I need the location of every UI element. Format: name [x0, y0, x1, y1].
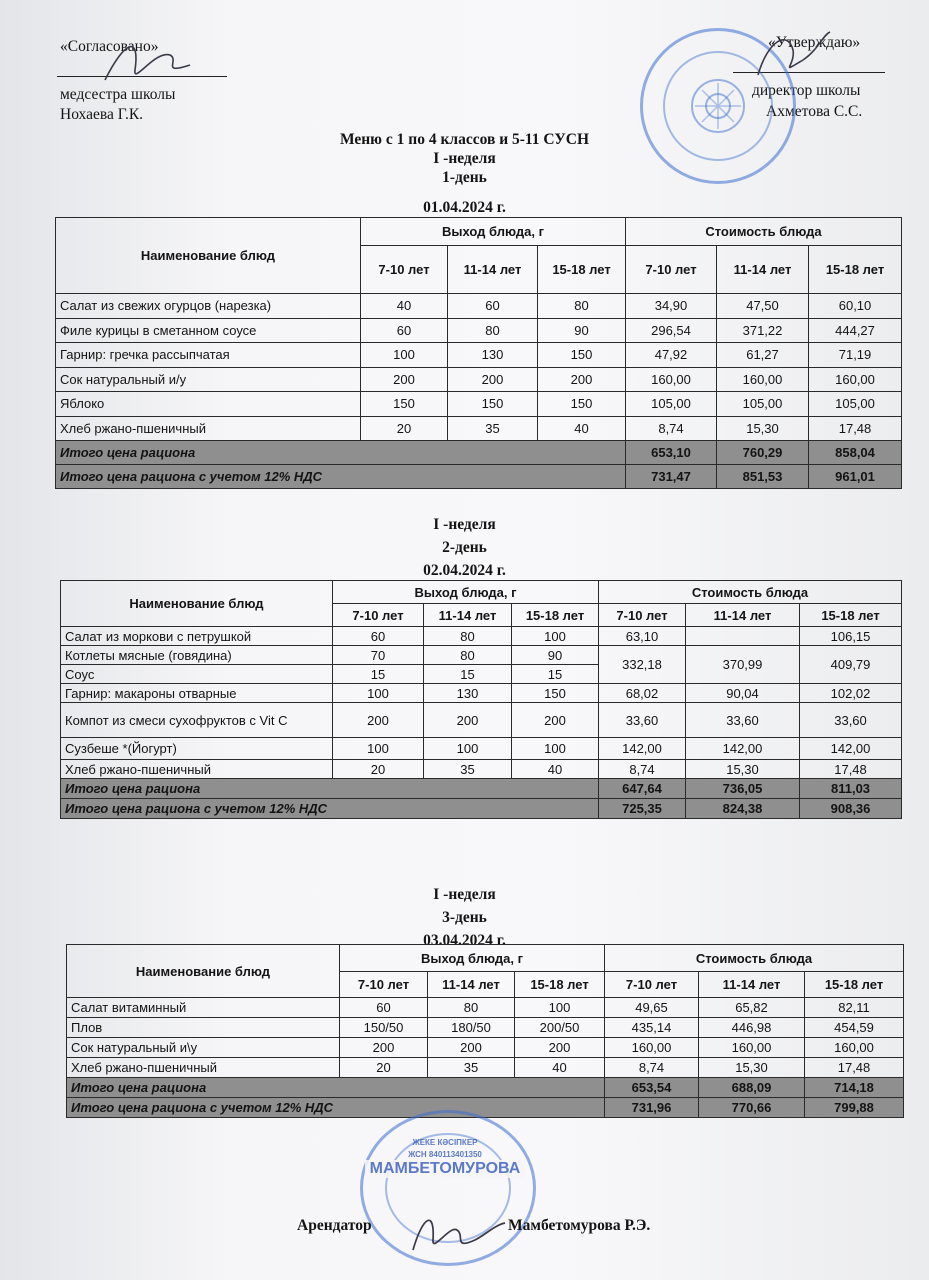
yield-value: 130 [448, 343, 538, 368]
age-column-header: 15-18 лет [512, 604, 599, 627]
tenant-role: Арендатор [297, 1217, 372, 1234]
dish-name: Гарнир: гречка рассыпчатая [56, 343, 361, 368]
total-value: 731,96 [605, 1098, 699, 1118]
cost-value: 90,04 [686, 684, 800, 703]
total-vat-row [67, 1098, 904, 1118]
stamp-id-text: ЖСН 840113401350 [408, 1150, 482, 1159]
total-label: Итого цена рациона [61, 779, 599, 799]
cost-value: 33,60 [800, 703, 902, 738]
day1-date: 01.04.2024 г. [423, 199, 506, 216]
day1-label: 1-день [442, 169, 487, 186]
total-value: 824,38 [686, 799, 800, 819]
yield-value: 40 [361, 294, 448, 319]
total-row [56, 441, 902, 465]
cost-value: 444,27 [809, 318, 902, 343]
cost-value: 8,74 [626, 416, 717, 441]
dish-name: Сок натуральный и/у [56, 367, 361, 392]
cost-value: 435,14 [605, 1018, 699, 1038]
age-column-header: 7-10 лет [361, 246, 448, 294]
cost-value: 8,74 [599, 760, 686, 779]
yield-value: 60 [333, 627, 424, 646]
cost-value: 17,48 [809, 416, 902, 441]
cost-value: 49,65 [605, 998, 699, 1018]
cost-value: 33,60 [686, 703, 800, 738]
table-row [56, 367, 902, 392]
yield-value: 15 [424, 665, 512, 684]
cost-value: 63,10 [599, 627, 686, 646]
yield-value: 200 [538, 367, 626, 392]
day3-label: 3-день [442, 909, 487, 926]
table-header-row [61, 581, 902, 604]
yield-column-header: Выход блюда, г [340, 945, 605, 972]
yield-value: 90 [512, 646, 599, 665]
dish-name: Хлеб ржано-пшеничный [56, 416, 361, 441]
nurse-name: Нохаева Г.К. [60, 106, 144, 123]
age-column-header: 15-18 лет [538, 246, 626, 294]
yield-value: 40 [512, 760, 599, 779]
table-row [56, 318, 902, 343]
cost-value: 82,11 [805, 998, 904, 1018]
table-row [61, 703, 902, 738]
table-row [61, 760, 902, 779]
table-row [56, 416, 902, 441]
total-value: 731,47 [626, 465, 717, 489]
yield-value: 20 [361, 416, 448, 441]
day3-week: I -неделя [433, 886, 496, 903]
table-row [61, 684, 902, 703]
cost-column-header: Стоимость блюда [626, 218, 902, 246]
yield-value: 100 [512, 738, 599, 760]
total-value: 811,03 [800, 779, 902, 799]
yield-value: 40 [538, 416, 626, 441]
nurse-signature [95, 30, 205, 100]
age-column-header: 11-14 лет [717, 246, 809, 294]
age-column-header: 11-14 лет [424, 604, 512, 627]
total-value: 961,01 [809, 465, 902, 489]
total-label: Итого цена рациона [56, 441, 626, 465]
cost-value: 71,19 [809, 343, 902, 368]
yield-value: 100 [424, 738, 512, 760]
dish-name: Плов [67, 1018, 340, 1038]
cost-value: 454,59 [805, 1018, 904, 1038]
dish-name: Котлеты мясные (говядина) [61, 646, 333, 665]
total-row [67, 1078, 904, 1098]
yield-value: 35 [448, 416, 538, 441]
dish-name: Салат из моркови с петрушкой [61, 627, 333, 646]
yield-value: 150 [538, 392, 626, 417]
day3-date: 03.04.2024 г. [423, 932, 506, 949]
approval-right-label: «Утверждаю» [768, 34, 861, 51]
dish-name: Сок натуральный и\у [67, 1038, 340, 1058]
director-signature [748, 20, 838, 90]
yield-value: 200 [512, 703, 599, 738]
dish-column-header: Наименование блюд [56, 218, 361, 294]
dish-name: Хлеб ржано-пшеничный [67, 1058, 340, 1078]
yield-value: 80 [424, 627, 512, 646]
yield-value: 150/50 [340, 1018, 428, 1038]
cost-value: 160,00 [805, 1038, 904, 1058]
dish-name: Хлеб ржано-пшеничный [61, 760, 333, 779]
cost-value: 332,18 [599, 646, 686, 684]
yield-value: 200 [428, 1038, 515, 1058]
total-value: 653,54 [605, 1078, 699, 1098]
nurse-role: медсестра школы [60, 86, 176, 103]
cost-value: 160,00 [809, 367, 902, 392]
yield-value: 15 [512, 665, 599, 684]
cost-value: 105,00 [717, 392, 809, 417]
total-value: 725,35 [599, 799, 686, 819]
cost-value: 160,00 [699, 1038, 805, 1058]
dish-name: Гарнир: макароны отварные [61, 684, 333, 703]
cost-value: 105,00 [809, 392, 902, 417]
approval-left-label: «Согласовано» [60, 38, 159, 55]
table-row [61, 627, 902, 646]
cost-value: 15,30 [717, 416, 809, 441]
dish-column-header: Наименование блюд [61, 581, 333, 627]
cost-value: 370,99 [686, 646, 800, 684]
yield-value: 20 [340, 1058, 428, 1078]
cost-value: 65,82 [699, 998, 805, 1018]
table-row [67, 1038, 904, 1058]
yield-value: 35 [428, 1058, 515, 1078]
yield-value: 40 [515, 1058, 605, 1078]
dish-column-header: Наименование блюд [67, 945, 340, 998]
cost-value: 102,02 [800, 684, 902, 703]
cost-value: 17,48 [800, 760, 902, 779]
age-column-header: 15-18 лет [809, 246, 902, 294]
yield-value: 100 [333, 738, 424, 760]
cost-value: 160,00 [717, 367, 809, 392]
age-column-header: 15-18 лет [800, 604, 902, 627]
age-column-header: 11-14 лет [428, 972, 515, 998]
yield-value: 200 [340, 1038, 428, 1058]
table-row [67, 998, 904, 1018]
tenant-name: Мамбетомурова Р.Э. [508, 1217, 651, 1234]
cost-value: 142,00 [686, 738, 800, 760]
yield-value: 200 [361, 367, 448, 392]
total-value: 908,36 [800, 799, 902, 819]
table-header-row [56, 218, 902, 246]
table-row [56, 294, 902, 319]
menu-table-day3 [66, 944, 904, 1118]
yield-value: 35 [424, 760, 512, 779]
menu-table-day1 [55, 217, 902, 489]
cost-value: 15,30 [686, 760, 800, 779]
cost-value: 142,00 [599, 738, 686, 760]
cost-column-header: Стоимость блюда [599, 581, 902, 604]
total-value: 799,88 [805, 1098, 904, 1118]
total-value: 770,66 [699, 1098, 805, 1118]
tenant-signature [405, 1195, 515, 1265]
dish-name: Компот из смеси сухофруктов с Vit C [61, 703, 333, 738]
day2-date: 02.04.2024 г. [423, 562, 506, 579]
cost-value: 142,00 [800, 738, 902, 760]
yield-column-header: Выход блюда, г [333, 581, 599, 604]
total-label: Итого цена рациона с учетом 12% НДС [67, 1098, 605, 1118]
day1-week: I -неделя [433, 150, 496, 167]
cost-value: 33,60 [599, 703, 686, 738]
dish-name: Сузбеше *(Йогурт) [61, 738, 333, 760]
menu-table-day2 [60, 580, 902, 819]
age-column-header: 7-10 лет [626, 246, 717, 294]
total-vat-row [56, 465, 902, 489]
director-role: директор школы [752, 82, 861, 99]
cost-value: 446,98 [699, 1018, 805, 1038]
cost-value: 296,54 [626, 318, 717, 343]
age-column-header: 11-14 лет [448, 246, 538, 294]
table-header-row [67, 945, 904, 972]
yield-value: 100 [515, 998, 605, 1018]
yield-value: 200 [448, 367, 538, 392]
table-row [67, 1018, 904, 1038]
director-name: Ахметова С.С. [766, 103, 863, 120]
yield-value: 180/50 [428, 1018, 515, 1038]
yield-value: 60 [340, 998, 428, 1018]
cost-value: 47,92 [626, 343, 717, 368]
total-value: 647,64 [599, 779, 686, 799]
age-column-header: 11-14 лет [699, 972, 805, 998]
cost-value: 61,27 [717, 343, 809, 368]
total-value: 688,09 [699, 1078, 805, 1098]
dish-name: Салат витаминный [67, 998, 340, 1018]
cost-value: 68,02 [599, 684, 686, 703]
yield-column-header: Выход блюда, г [361, 218, 626, 246]
total-label: Итого цена рациона с учетом 12% НДС [61, 799, 599, 819]
age-column-header: 15-18 лет [805, 972, 904, 998]
stamp-name-text: МАМБЕТОМУРОВА [365, 1160, 525, 1178]
yield-value: 20 [333, 760, 424, 779]
cost-value: 106,15 [800, 627, 902, 646]
age-column-header: 7-10 лет [599, 604, 686, 627]
cost-value: 160,00 [605, 1038, 699, 1058]
yield-value: 80 [424, 646, 512, 665]
age-column-header: 15-18 лет [515, 972, 605, 998]
age-column-header: 11-14 лет [686, 604, 800, 627]
table-row [61, 738, 902, 760]
yield-value: 60 [448, 294, 538, 319]
total-row [61, 779, 902, 799]
yield-value: 80 [448, 318, 538, 343]
yield-value: 100 [333, 684, 424, 703]
yield-value: 80 [538, 294, 626, 319]
day2-week: I -неделя [433, 516, 496, 533]
total-label: Итого цена рациона с учетом 12% НДС [56, 465, 626, 489]
cost-value: 409,79 [800, 646, 902, 684]
cost-value: 17,48 [805, 1058, 904, 1078]
yield-value: 100 [361, 343, 448, 368]
yield-value: 150 [538, 343, 626, 368]
yield-value: 200 [515, 1038, 605, 1058]
table-row [67, 1058, 904, 1078]
yield-value: 70 [333, 646, 424, 665]
total-label: Итого цена рациона [67, 1078, 605, 1098]
age-column-header: 7-10 лет [333, 604, 424, 627]
cost-column-header: Стоимость блюда [605, 945, 904, 972]
age-column-header: 7-10 лет [605, 972, 699, 998]
cost-value: 15,30 [699, 1058, 805, 1078]
dish-name: Соус [61, 665, 333, 684]
table-row [56, 343, 902, 368]
dish-name: Салат из свежих огурцов (нарезка) [56, 294, 361, 319]
cost-value: 160,00 [626, 367, 717, 392]
cost-value: 34,90 [626, 294, 717, 319]
total-value: 851,53 [717, 465, 809, 489]
age-column-header: 7-10 лет [340, 972, 428, 998]
yield-value: 150 [448, 392, 538, 417]
yield-value: 80 [428, 998, 515, 1018]
table-row [61, 646, 902, 665]
yield-value: 200 [424, 703, 512, 738]
dish-name: Яблоко [56, 392, 361, 417]
dish-name: Филе курицы в сметанном соусе [56, 318, 361, 343]
total-vat-row [61, 799, 902, 819]
yield-value: 200 [333, 703, 424, 738]
yield-value: 60 [361, 318, 448, 343]
cost-value: 105,00 [626, 392, 717, 417]
total-value: 760,29 [717, 441, 809, 465]
yield-value: 130 [424, 684, 512, 703]
table-row [56, 392, 902, 417]
yield-value: 100 [512, 627, 599, 646]
cost-value: 47,50 [717, 294, 809, 319]
yield-value: 90 [538, 318, 626, 343]
total-value: 736,05 [686, 779, 800, 799]
total-value: 653,10 [626, 441, 717, 465]
cost-value: 8,74 [605, 1058, 699, 1078]
menu-title: Меню с 1 по 4 классов и 5-11 СУСН [339, 131, 590, 148]
total-value: 858,04 [809, 441, 902, 465]
yield-value: 150 [512, 684, 599, 703]
day2-label: 2-день [442, 539, 487, 556]
cost-value [686, 627, 800, 646]
cost-value: 371,22 [717, 318, 809, 343]
stamp-top-text: ЖЕКЕ КӘСІПКЕР [412, 1138, 478, 1147]
cost-value: 60,10 [809, 294, 902, 319]
yield-value: 15 [333, 665, 424, 684]
yield-value: 200/50 [515, 1018, 605, 1038]
total-value: 714,18 [805, 1078, 904, 1098]
yield-value: 150 [361, 392, 448, 417]
